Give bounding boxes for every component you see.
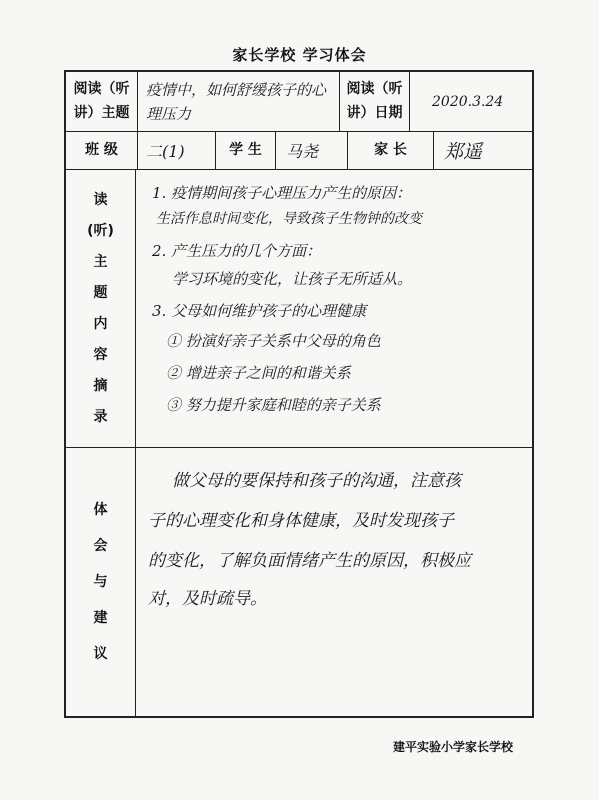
info-row (66, 132, 532, 170)
reflection-section (66, 448, 532, 716)
summary-line: 3. 父母如何维护孩子的心理健康 (152, 302, 367, 320)
page-title: 家长学校 学习体会 (232, 46, 367, 64)
summary-label: 读 (听) 主 题 内 容 摘 录 (66, 170, 136, 447)
summary-line: ① 扮演好亲子关系中父母的角色 (166, 332, 381, 350)
parent-label: 家 长 (348, 132, 434, 169)
reading-date-label: 阅读（听讲）日期 (340, 72, 410, 131)
student-label: 学 生 (216, 132, 276, 169)
parent-value: 郑遥 (444, 141, 483, 163)
summary-line: ② 增进亲子之间的和谐关系 (166, 364, 351, 382)
reflection-content (136, 448, 532, 716)
student-value: 马尧 (276, 132, 348, 169)
summary-line: 2. 产生压力的几个方面： (152, 242, 322, 260)
reading-topic-label: 阅读（听讲）主题 (66, 72, 138, 131)
summary-section (66, 170, 532, 448)
reflection-line: 做父母的要保持和孩子的沟通，注意孩 (172, 471, 461, 491)
reflection-line: 对，及时疏导。 (148, 589, 267, 609)
topic-row (66, 72, 532, 132)
reflection-line: 子的心理变化和身体健康，及时发现孩子 (148, 511, 454, 531)
summary-content (136, 170, 532, 447)
study-form (64, 70, 534, 718)
reflection-line: 的变化，了解负面情绪产生的原因，积极应 (148, 551, 471, 571)
school-footer: 建平实验小学家长学校 (392, 740, 513, 754)
summary-line: ③ 努力提升家庭和睦的亲子关系 (166, 396, 381, 414)
reflection-label: 体 会 与 建 议 (66, 448, 136, 716)
summary-line: 生活作息时间变化，导致孩子生物钟的改变 (156, 211, 422, 227)
reading-topic-value: 疫情中，如何舒缓孩子的心理压力 (138, 72, 340, 131)
reading-date-value: 2020.3.24 (432, 93, 504, 110)
class-label: 班 级 (66, 132, 138, 169)
class-value: 二(1) (138, 132, 216, 169)
summary-line: 学习环境的变化，让孩子无所适从。 (172, 270, 413, 288)
summary-line: 1. 疫情期间孩子心理压力产生的原因： (152, 184, 412, 202)
